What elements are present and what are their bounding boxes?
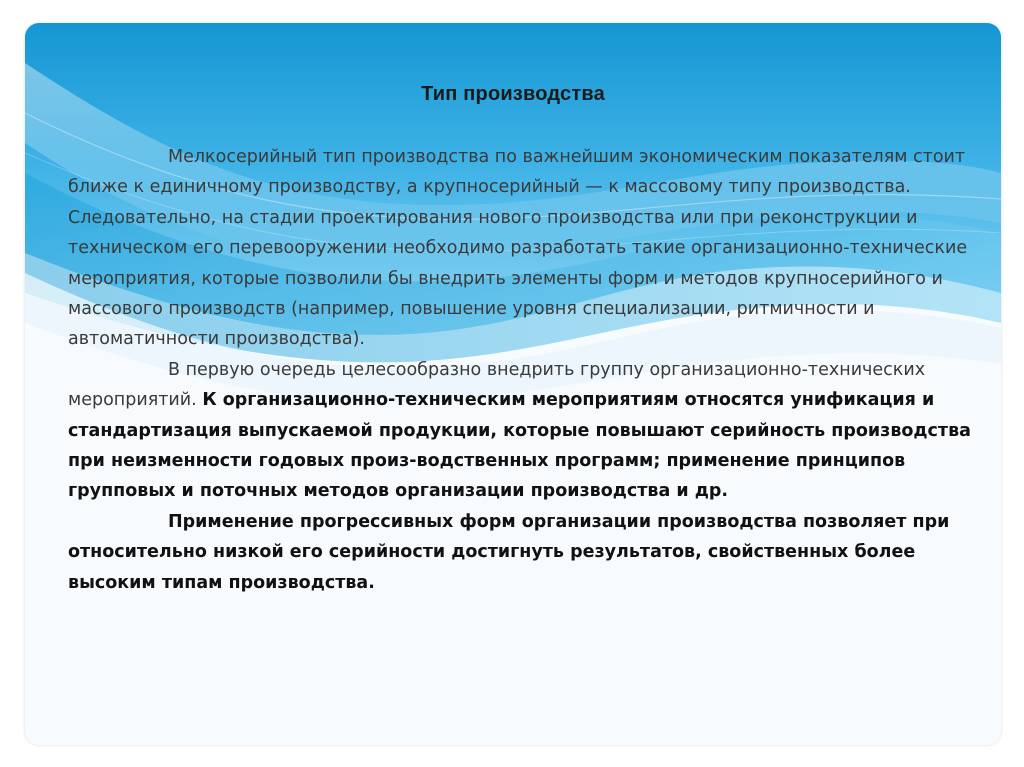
paragraph-2-text: В первую очередь целесообразно внедрить группу организационно-технических мероприятий. — [68, 359, 926, 411]
paragraph-3: Применение прогрессивных форм организации производства позволяет при относительно низкой его серийности достигнуть результатов, свойственных более высоким типам производства. — [68, 511, 950, 593]
paragraph-2 — [68, 355, 998, 507]
paragraph-2-bold-text: К организационно-техническим мероприятиям относятся унификация и стандартизация выпускаемой продукции, которые повышают серийность производства при неизменности годовых произ-водственных программ; применение принципов групповых и поточных методов организации производства и др. — [68, 390, 971, 502]
slide-body — [68, 142, 998, 598]
slide-title: Тип производства — [421, 83, 605, 105]
slide — [25, 23, 1001, 745]
paragraph-1: Мелкосерийный тип производства по важнейшим экономическим показателям стоит ближе к единичному производству, а крупносерийный — к массовому типу производства. Следовательно, на стадии проектирования нового производства или при реконструкции и техническом его перевооружении необходимо разработать такие организационно-технические мероприятия, которые позволили бы внедрить элементы форм и методов крупносерийного и массового производств (например, повышение уровня специализации, ритмичности и автоматичности производства). — [68, 147, 968, 350]
